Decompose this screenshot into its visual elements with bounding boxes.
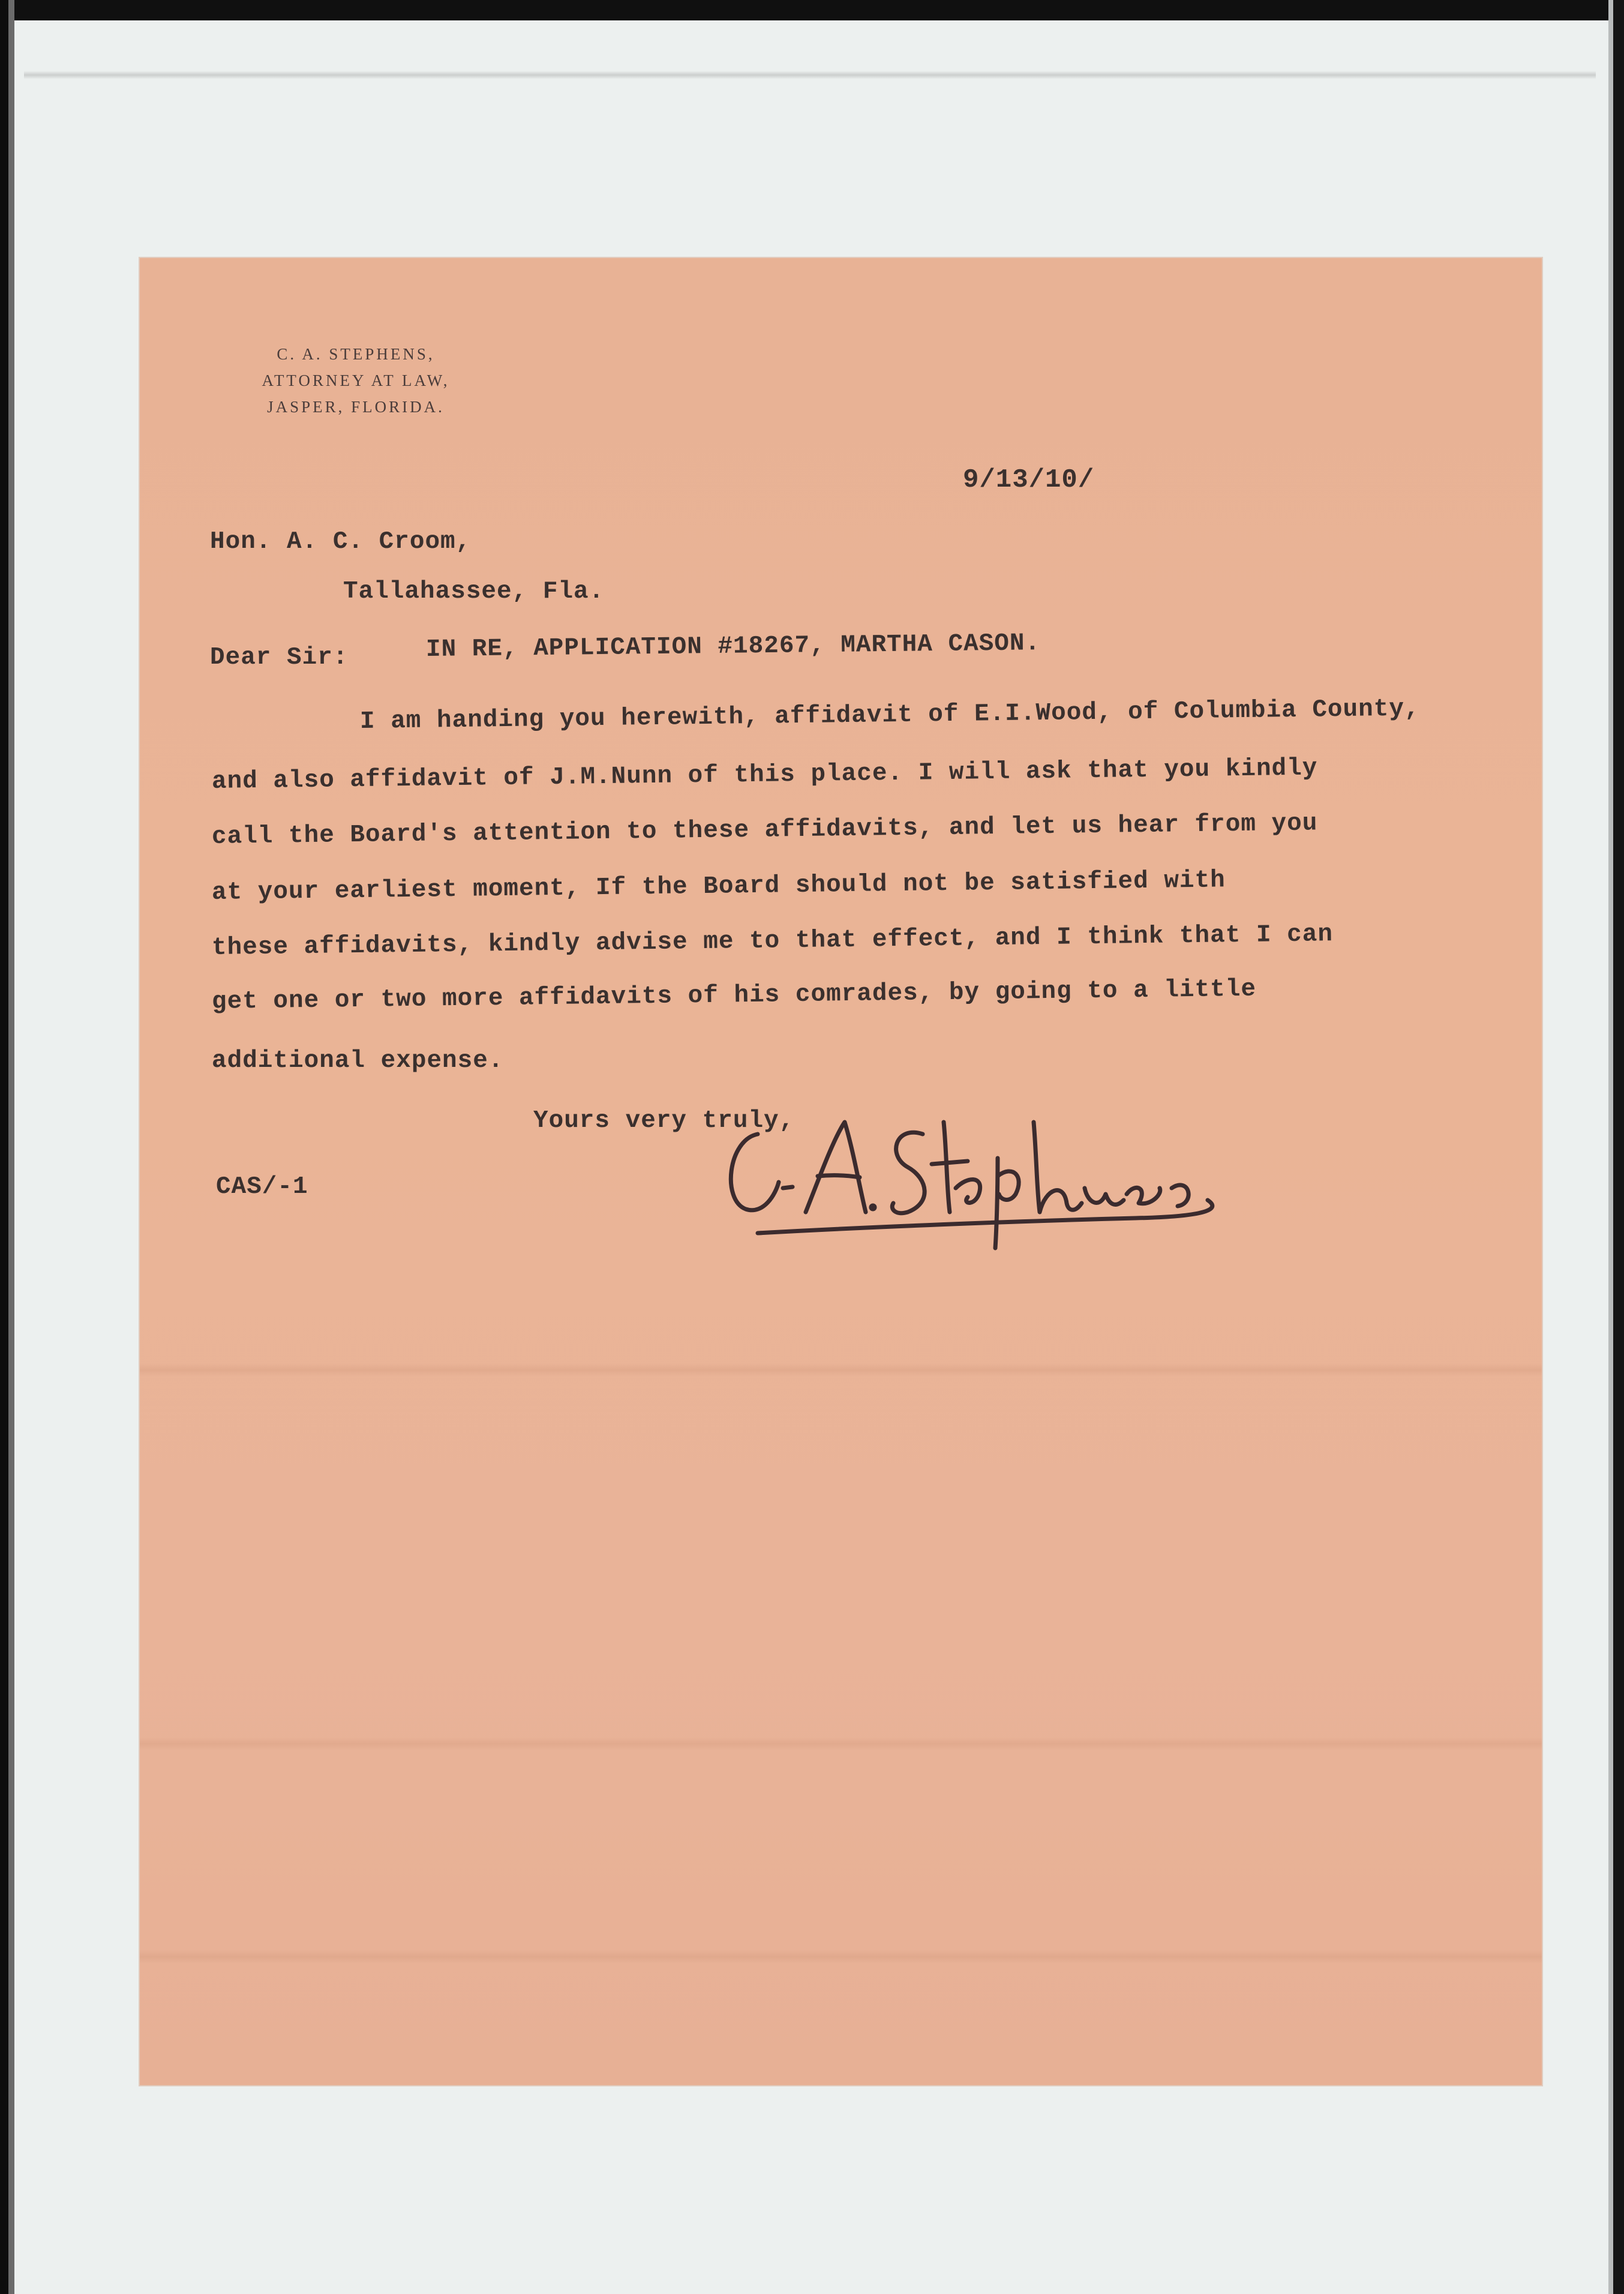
body-line: I am handing you herewith, affidavit of E.I.Wood, of Columbia County, bbox=[359, 695, 1420, 736]
letterhead-place: JASPER, FLORIDA. bbox=[267, 398, 445, 416]
letterhead-title: ATTORNEY AT LAW, bbox=[262, 371, 450, 389]
addressee-city: Tallahassee, Fla. bbox=[343, 578, 605, 605]
paper-fold bbox=[140, 1950, 1542, 1963]
body-line: these affidavits, kindly advise me to that effect, and I think that I can bbox=[211, 920, 1334, 962]
scanner-right-edge bbox=[1608, 0, 1624, 2294]
body-line: and also affidavit of J.M.Nunn of this place. I will ask that you kindly bbox=[211, 754, 1318, 796]
body-line: get one or two more affidavits of his comrades, by going to a little bbox=[211, 975, 1257, 1016]
subject-line: IN RE, APPLICATION #18267, MARTHA CASON. bbox=[425, 629, 1041, 664]
letter-date: 9/13/10/ bbox=[963, 465, 1095, 495]
body-line: at your earliest moment, If the Board should not be satisfied with bbox=[211, 866, 1226, 907]
scanner-left-edge bbox=[0, 0, 14, 2294]
closing: Yours very truly, bbox=[533, 1107, 795, 1135]
body-line: additional expense. bbox=[212, 1047, 504, 1075]
letter-sheet bbox=[140, 258, 1542, 2085]
typist-initials: CAS/-1 bbox=[216, 1173, 308, 1201]
scan-artifact-line bbox=[24, 71, 1596, 79]
scanner-top-edge bbox=[0, 0, 1624, 20]
paper-fold bbox=[140, 1363, 1542, 1377]
salutation: Dear Sir: bbox=[210, 644, 349, 671]
handwritten-signature bbox=[716, 1098, 1244, 1254]
body-line: call the Board's attention to these affidavits, and let us hear from you bbox=[211, 809, 1318, 851]
addressee: Hon. A. C. Croom, bbox=[210, 528, 472, 556]
letterhead bbox=[206, 341, 506, 420]
paper-fold bbox=[140, 1737, 1542, 1750]
letterhead-name: C. A. STEPHENS, bbox=[277, 345, 435, 363]
